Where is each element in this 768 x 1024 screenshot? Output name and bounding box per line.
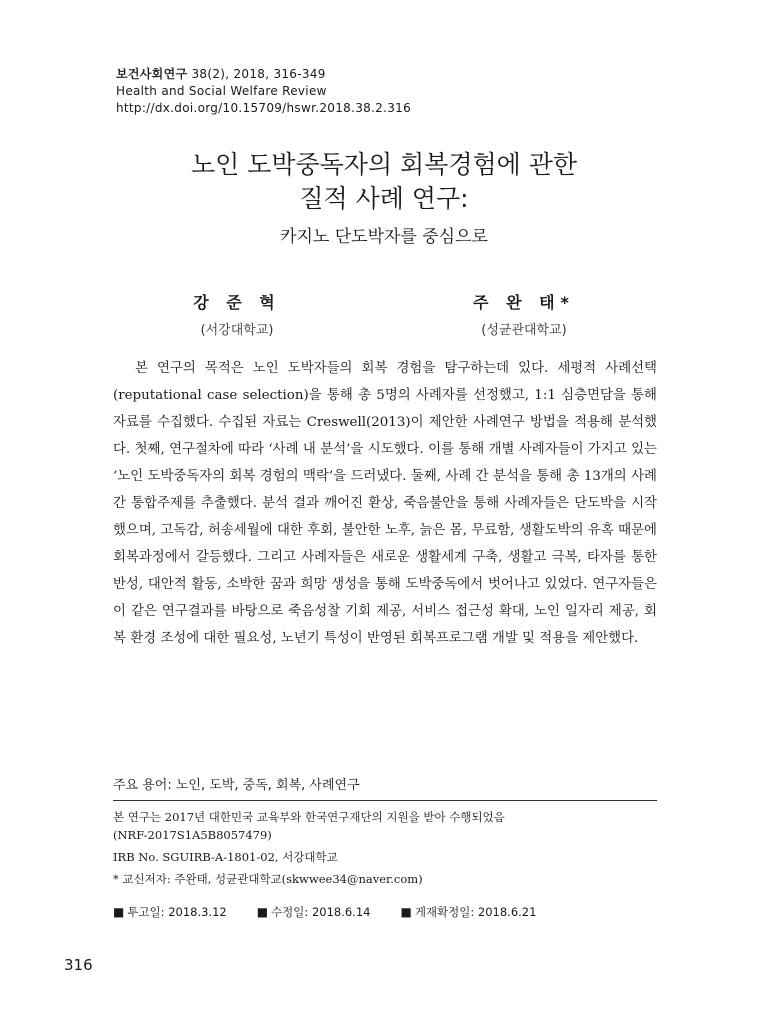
page-number: 316 (64, 956, 93, 974)
title-block (0, 148, 768, 247)
journal-header (116, 66, 411, 117)
footnotes (113, 808, 657, 892)
corresponding-author-note: * 교신저자: 주완태, 성균관대학교(skwwee34@naver.com) (113, 872, 423, 886)
journal-doi[interactable]: http://dx.doi.org/10.15709/hswr.2018.38.2.316 (116, 101, 412, 115)
date-value: 2018.6.21 (477, 905, 537, 919)
submission-dates (113, 904, 673, 920)
square-bullet-icon: ■ (256, 905, 269, 919)
date-label: 수정일: (271, 905, 309, 919)
paper-title-line2: 질적 사례 연구: (299, 184, 469, 213)
journal-name: 보건사회연구 (116, 67, 188, 81)
date-value: 2018.6.14 (311, 905, 371, 919)
date-revised (257, 904, 371, 920)
author-affiliation: (서강대학교) (200, 323, 274, 338)
journal-english-name: Health and Social Welfare Review (116, 84, 327, 98)
date-value: 2018.3.12 (168, 905, 227, 919)
author-affiliation: (성균관대학교) (481, 323, 567, 338)
date-label: 게재확정일: (414, 905, 475, 919)
paper-subtitle: 카지노 단도박자를 중심으로 (280, 227, 488, 247)
square-bullet-icon: ■ (400, 905, 412, 919)
square-bullet-icon: ■ (113, 905, 125, 919)
funding-note (113, 808, 657, 844)
funding-text: 본 연구는 2017년 대한민국 교육부와 한국연구재단의 지원을 받아 수행되었음 (113, 810, 505, 824)
irb-note: IRB No. SGUIRB-A-1801-02, 서강대학교 (113, 850, 338, 864)
date-submitted (113, 904, 227, 920)
date-accepted (400, 904, 536, 920)
author-2 (404, 290, 644, 338)
keywords: 주요 용어: 노인, 도박, 중독, 회복, 사례연구 (113, 778, 360, 793)
author-name: 주 완 태* (473, 293, 575, 312)
journal-citation (116, 66, 411, 83)
grant-number: (NRF-2017S1A5B8057479) (113, 828, 272, 842)
abstract: 본 연구의 목적은 노인 도박자들의 회복 경험을 탐구하는데 있다. 세평적 사례선택(reputational case selection)을 통해 총 5명의 사례자를 선정했고, 1:1 심층면담을 통해 자료를 수집했다. 수집된 자료는 Creswell(2013)이 제안한 사례연구 방법을 적용해 분석했다. 첫째, 연구절차에 따라 ‘사례 내 분석’을 시도했다. 이를 통해 개별 사례자들이 가지고 있는 ‘노인 도박중독자의 회복 경험의 맥락’을 드러냈다. 둘째, 사례 간 분석을 통해 총 13개의 사례 간 통합주제를 추출했다. 분석 결과 깨어진 환상, 죽음불안을 통해 사례자들은 단도박을 시작했으며, 고독감, 허송세월에 대한 후회, 불안한 노후, 늙은 몸, 무료함, 생활도박의 유혹 때문에 회복과정에서 갈등했다. 그리고 사례자들은 새로운 생활세계 구축, 생활고 극복, 타자를 통한 반성, 대안적 활동, 소박한 꿈과 희망 생성을 통해 도박중독에서 벗어나고 있었다. 연구자들은 이 같은 연구결과를 바탕으로 죽음성찰 기회 제공, 서비스 접근성 확대, 노인 일자리 제공, 회복 환경 조성에 대한 필요성, 노년기 특성이 반영된 회복프로그램 개발 및 적용을 제안했다. (113, 361, 657, 646)
paper-title-line1: 노인 도박중독자의 회복경험에 관한 (190, 150, 578, 179)
footnote-divider (113, 800, 657, 801)
author-name: 강 준 혁 (193, 293, 281, 312)
journal-volume: 38(2), 2018, 316-349 (187, 67, 326, 81)
date-label: 투고일: (127, 905, 165, 919)
author-1 (117, 290, 357, 338)
